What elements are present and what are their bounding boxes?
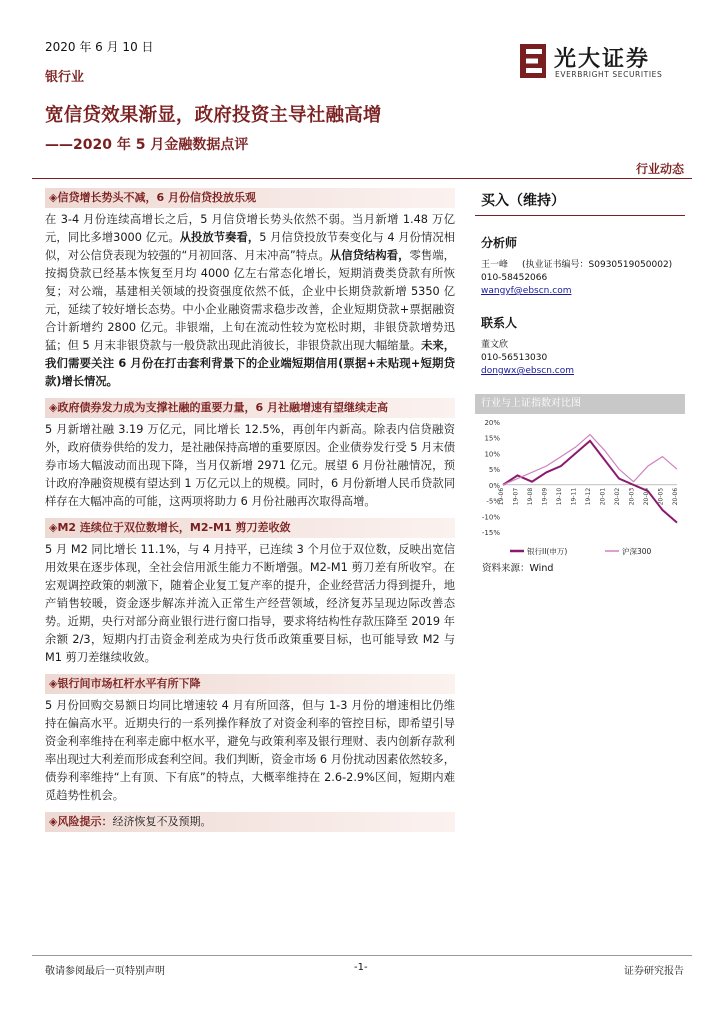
risk-label: ◈风险提示： [49, 815, 113, 828]
contact-name: 董文欣 [481, 340, 509, 350]
credit-text-2: 5 月信贷投放节奏变化与 4 月份情况相似，对公信贷表现为较强的“月初回落、月末冲高”特点。 [45, 231, 455, 262]
report-type-tag: 行业动态 [635, 162, 684, 176]
credit-bold-2: 从信贷结构看， [329, 249, 410, 262]
section-paragraph-m2: 5 月 M2 同比增长 11.1%，与 4 月持平，已连续 3 个月位于双位数，反映出宽信用效果在逐步体现，全社会信用派生能力不断增强。M2-M1 剪刀差有所收窄。在宏观调控政策的刺激下，随着企业复工复产率的提升，企业经营活力得到提升，地产销售较暖，资金逐步解冻并流入正常生产经营领域，经济复苏呈现边际改善态势。近期，央行对部分商业银行进行窗口指导，要求将结构性存款压降至 2019 年余额 2/3，短期内打击资金利差成为央行货币政策重要目标，也可能导致 M2 与 M1 剪刀差继续收敛。 [45, 543, 455, 664]
comparison-chart [475, 394, 685, 574]
x-tick-label: 20-04 [643, 487, 650, 506]
footer-report-type: 证券研究报告 [624, 966, 684, 977]
y-tick-label: -5% [486, 497, 500, 506]
footer-divider [32, 955, 692, 956]
x-tick-label: 19-09 [541, 487, 549, 506]
rating: 买入（维持） [475, 188, 685, 216]
chart-title: 行业与上证指数对比图 [475, 394, 685, 414]
y-tick-label: 20% [484, 419, 500, 427]
section-paragraph-interbank: 5 月份回购交易额日均同比增速较 4 月有所回落，但与 1-3 月份的增速相比仍维持在偏高水平。近期央行的一系列操作释放了对资金利率的管控目标，即希望引导资金利率维持在利率走廊中枢水平，避免与政策利率及银行理财、表内创新存款利率出现过大利差而形成套利空间。我们判断，资金市场 6 月份扰动因素依然较多，债券利率维持“上有顶、下有底”的特点，大概率维持在 2.6-2.9%区间，短期内难觅趋势性机会。 [45, 699, 455, 802]
y-tick-label: 0% [488, 481, 500, 490]
risk-text: 经济恢复不及预期。 [112, 815, 212, 828]
x-tick-label: 20-05 [657, 487, 665, 506]
sidebar [475, 188, 685, 378]
series-line-0 [503, 441, 677, 523]
contact-label: 联系人 [481, 316, 518, 330]
analyst-line [481, 259, 685, 272]
report-title: 宽信贷效果渐显，政府投资主导社融高增 [45, 105, 382, 126]
x-tick-label: 19-06 [498, 487, 505, 506]
header-divider [32, 178, 692, 179]
legend-label: 银行II(申万) [527, 547, 568, 556]
x-tick-label: 20-02 [614, 487, 621, 506]
everbright-logo [520, 40, 690, 84]
x-tick-label: 20-06 [672, 487, 679, 506]
x-tick-label: 19-11 [570, 487, 578, 506]
analyst-cert: (执业证书编号：S0930519050002) [522, 260, 673, 270]
chart-plot [475, 414, 685, 564]
footer-page-number: -1- [354, 962, 368, 973]
x-tick-label: 19-07 [512, 487, 520, 506]
footer-disclaimer: 敬请参阅最后一页特别声明 [45, 966, 165, 977]
x-tick-label: 20-03 [628, 487, 636, 506]
y-tick-label: -15% [481, 529, 500, 537]
y-tick-label: 15% [484, 434, 500, 443]
y-tick-label: 5% [488, 466, 500, 475]
credit-bold-1: 从投放节奏看， [179, 231, 260, 244]
contact-phone: 010-56513030 [481, 353, 548, 363]
section-paragraph-social-financing: 5 月新增社融 3.19 万亿元，同比增长 12.5%，再创年内新高。除表内信贷融资外，政府债券供给的发力，是社融保持高增的重要原因。企业债券发行受 5 月末债券市场大幅波动而出现下降，当月仅新增 2971 亿元。展望 6 月份社融情况，预计政府净融资规模有望达到 1 万亿元以上的规模。同时，6 月份新增人民币贷款同样存在大幅冲高的可能，这两项将助力 6 月份社融再次取得高增。 [45, 423, 455, 508]
main-column [45, 188, 455, 832]
report-date: 2020 年 6 月 10 日 [45, 40, 154, 54]
analyst-label: 分析师 [481, 236, 518, 250]
logo-en-text: EVERBRIGHT SECURITIES [555, 70, 663, 79]
section-paragraph-credit [45, 208, 455, 391]
logo-cn-text: 光大证券 [554, 47, 651, 72]
x-tick-label: 19-08 [527, 487, 534, 506]
chart-source: 资料来源：Wind [482, 563, 554, 574]
credit-text-3: 零售端，按揭贷款已经基本恢复至月均 4000 亿左右常态化增长，短期消费类贷款有所恢复；对公端，基建相关领域的投资强度依然不低，企业中长期贷款新增 5350 亿元，延续了较好增长态势。中小企业融资需求稳步改善，企业短期贷款+票据融资合计新增约 2800 亿元。非银端，上旬在流动性较为宽松时期，非银贷款增势迅猛；但 5 月末非银贷款与一般贷款出现此消彼长，非银贷款出现大幅缩量。 [45, 249, 455, 352]
section-heading-social-financing: ◈政府债券发力成为支撑社融的重要力量，6 月社融增速有望继续走高 [45, 398, 455, 418]
industry-label: 银行业 [45, 70, 85, 85]
y-tick-label: -10% [481, 513, 500, 522]
credit-text-1: 在 3-4 月份连续高增长之后，5 月信贷增长势头依然不弱。当月新增 1.48 万亿元，同比多增3000 亿元。 [45, 213, 455, 244]
section-heading-m2: ◈M2 连续位于双位数增长，M2-M1 剪刀差收敛 [45, 518, 455, 538]
contact-email-link[interactable]: dongwx@ebscn.com [481, 366, 574, 376]
analyst-name: 王一峰 [481, 260, 509, 270]
credit-bold-3: 未来，我们需要关注 6 月份在打击套利背景下的企业端短期信用(票据+未贴现+短期贷款)增长情况。 [45, 339, 455, 388]
everbright-logo-icon [520, 44, 546, 78]
report-subtitle: ——2020 年 5 月金融数据点评 [45, 137, 249, 153]
legend-label: 沪深300 [622, 547, 652, 556]
section-heading-credit: ◈信贷增长势头不减，6 月份信贷投放乐观 [45, 188, 455, 208]
x-tick-label: 20-01 [599, 487, 607, 506]
y-tick-label: 10% [484, 450, 500, 459]
analyst-email-link[interactable]: wangyf@ebscn.com [481, 286, 572, 296]
analyst-phone: 010-58452066 [481, 273, 548, 283]
section-heading-interbank: ◈银行间市场杠杆水平有所下降 [45, 674, 455, 694]
x-tick-label: 19-10 [556, 487, 563, 506]
x-tick-label: 19-12 [585, 487, 592, 506]
risk-warning [45, 812, 455, 832]
